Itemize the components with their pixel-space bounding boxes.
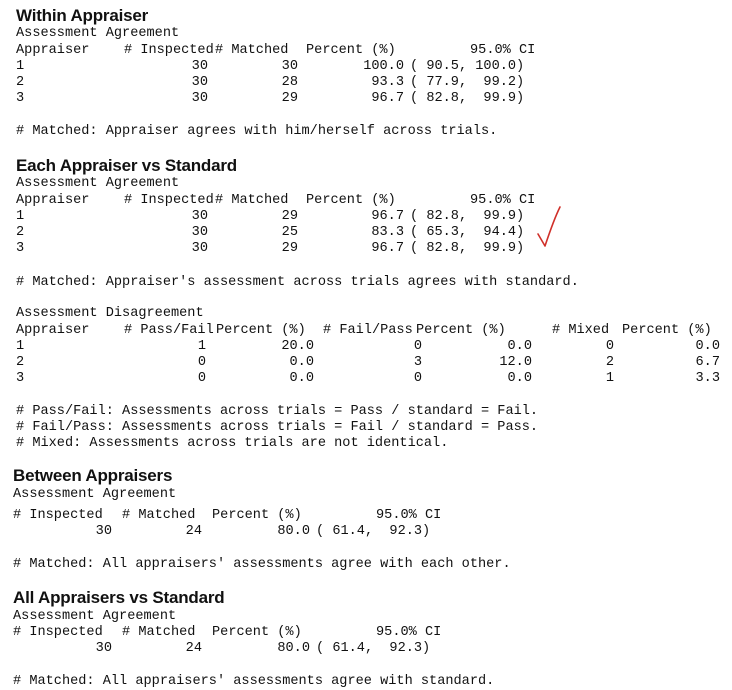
cell-fp-percent: 0.0	[507, 339, 532, 354]
cell-pass-fail: 1	[197, 339, 206, 354]
cell-ci: ( 77.9, 99.2)	[410, 75, 525, 90]
cell-appraiser: 1	[16, 339, 25, 354]
header-inspected: # Inspected	[124, 193, 214, 208]
cell-matched: 29	[281, 241, 298, 256]
header-fail-pass: # Fail/Pass	[323, 323, 413, 338]
cell-ci: ( 61.4, 92.3)	[316, 524, 431, 539]
cell-pf-percent: 20.0	[281, 339, 314, 354]
cell-percent: 80.0	[277, 524, 310, 539]
cell-fail-pass: 0	[413, 371, 422, 386]
cell-matched: 29	[281, 209, 298, 224]
header-matched: # Matched	[215, 193, 289, 208]
cell-mixed: 0	[605, 339, 614, 354]
cell-percent: 100.0	[363, 59, 404, 74]
cell-fail-pass: 3	[413, 355, 422, 370]
header-matched: # Matched	[122, 508, 196, 523]
cell-matched: 25	[281, 225, 298, 240]
header-ci: 95.0% CI	[376, 625, 442, 640]
header-appraiser: Appraiser	[16, 323, 90, 338]
section-title-between: Between Appraisers	[13, 466, 173, 485]
header-inspected: # Inspected	[124, 43, 214, 58]
cell-matched: 28	[281, 75, 298, 90]
cell-inspected: 30	[191, 59, 208, 74]
cell-ci: ( 82.8, 99.9)	[410, 91, 525, 106]
header-percent: Percent (%)	[212, 625, 302, 640]
cell-pass-fail: 0	[197, 371, 206, 386]
handwritten-checkmark-icon	[536, 204, 564, 252]
cell-ci: ( 82.8, 99.9)	[410, 209, 525, 224]
cell-fp-percent: 0.0	[507, 371, 532, 386]
header-percent: Percent (%)	[306, 193, 396, 208]
between-subtitle: Assessment Agreement	[13, 487, 177, 502]
cell-ci: ( 82.8, 99.9)	[410, 241, 525, 256]
section-title-all: All Appraisers vs Standard	[13, 588, 225, 607]
cell-appraiser: 2	[16, 75, 25, 90]
header-fp-percent: Percent (%)	[416, 323, 506, 338]
header-mixed-percent: Percent (%)	[622, 323, 712, 338]
cell-inspected: 30	[191, 209, 208, 224]
each-subtitle: Assessment Agreement	[16, 176, 180, 191]
cell-inspected: 30	[191, 241, 208, 256]
between-note: # Matched: All appraisers' assessments agree with each other.	[13, 557, 511, 572]
cell-appraiser: 2	[16, 225, 25, 240]
cell-inspected: 30	[191, 75, 208, 90]
header-matched: # Matched	[122, 625, 196, 640]
cell-mixed: 1	[605, 371, 614, 386]
legend-note-mixed: # Mixed: Assessments across trials are not identical.	[16, 436, 449, 451]
cell-appraiser: 3	[16, 371, 25, 386]
cell-appraiser: 1	[16, 209, 25, 224]
cell-inspected: 30	[95, 524, 112, 539]
cell-percent: 83.3	[371, 225, 404, 240]
each-note: # Matched: Appraiser's assessment across trials agrees with standard.	[16, 275, 579, 290]
cell-appraiser: 2	[16, 355, 25, 370]
cell-pass-fail: 0	[197, 355, 206, 370]
disagreement-subtitle: Assessment Disagreement	[16, 306, 204, 321]
header-appraiser: Appraiser	[16, 193, 90, 208]
cell-ci: ( 65.3, 94.4)	[410, 225, 525, 240]
header-ci: 95.0% CI	[376, 508, 442, 523]
cell-fp-percent: 12.0	[499, 355, 532, 370]
header-inspected: # Inspected	[13, 625, 103, 640]
header-appraiser: Appraiser	[16, 43, 90, 58]
cell-appraiser: 3	[16, 91, 25, 106]
cell-mixed-percent: 0.0	[695, 339, 720, 354]
cell-percent: 96.7	[371, 241, 404, 256]
header-ci: 95.0% CI	[470, 43, 536, 58]
header-mixed: # Mixed	[552, 323, 610, 338]
cell-appraiser: 3	[16, 241, 25, 256]
cell-percent: 96.7	[371, 91, 404, 106]
legend-note-fail-pass: # Fail/Pass: Assessments across trials = Fail / standard = Pass.	[16, 420, 539, 435]
cell-inspected: 30	[191, 91, 208, 106]
cell-percent: 80.0	[277, 641, 310, 656]
cell-matched: 29	[281, 91, 298, 106]
cell-ci: ( 61.4, 92.3)	[316, 641, 431, 656]
header-pass-fail: # Pass/Fail	[124, 323, 214, 338]
cell-percent: 93.3	[371, 75, 404, 90]
cell-mixed-percent: 6.7	[695, 355, 720, 370]
header-matched: # Matched	[215, 43, 289, 58]
section-title-within: Within Appraiser	[16, 6, 149, 25]
cell-matched: 24	[185, 641, 202, 656]
cell-percent: 96.7	[371, 209, 404, 224]
cell-appraiser: 1	[16, 59, 25, 74]
legend-note-pass-fail: # Pass/Fail: Assessments across trials = Pass / standard = Fail.	[16, 404, 539, 419]
within-subtitle: Assessment Agreement	[16, 26, 180, 41]
header-ci: 95.0% CI	[470, 193, 536, 208]
cell-inspected: 30	[191, 225, 208, 240]
within-note: # Matched: Appraiser agrees with him/herself across trials.	[16, 124, 498, 139]
header-percent: Percent (%)	[306, 43, 396, 58]
cell-inspected: 30	[95, 641, 112, 656]
header-pf-percent: Percent (%)	[216, 323, 306, 338]
cell-pf-percent: 0.0	[289, 355, 314, 370]
cell-mixed-percent: 3.3	[695, 371, 720, 386]
all-subtitle: Assessment Agreement	[13, 609, 177, 624]
section-title-each: Each Appraiser vs Standard	[16, 156, 237, 175]
cell-matched: 24	[185, 524, 202, 539]
cell-fail-pass: 0	[413, 339, 422, 354]
cell-ci: ( 90.5, 100.0)	[410, 59, 525, 74]
header-inspected: # Inspected	[13, 508, 103, 523]
header-percent: Percent (%)	[212, 508, 302, 523]
cell-pf-percent: 0.0	[289, 371, 314, 386]
cell-matched: 30	[281, 59, 298, 74]
cell-mixed: 2	[605, 355, 614, 370]
all-note: # Matched: All appraisers' assessments agree with standard.	[13, 674, 495, 689]
